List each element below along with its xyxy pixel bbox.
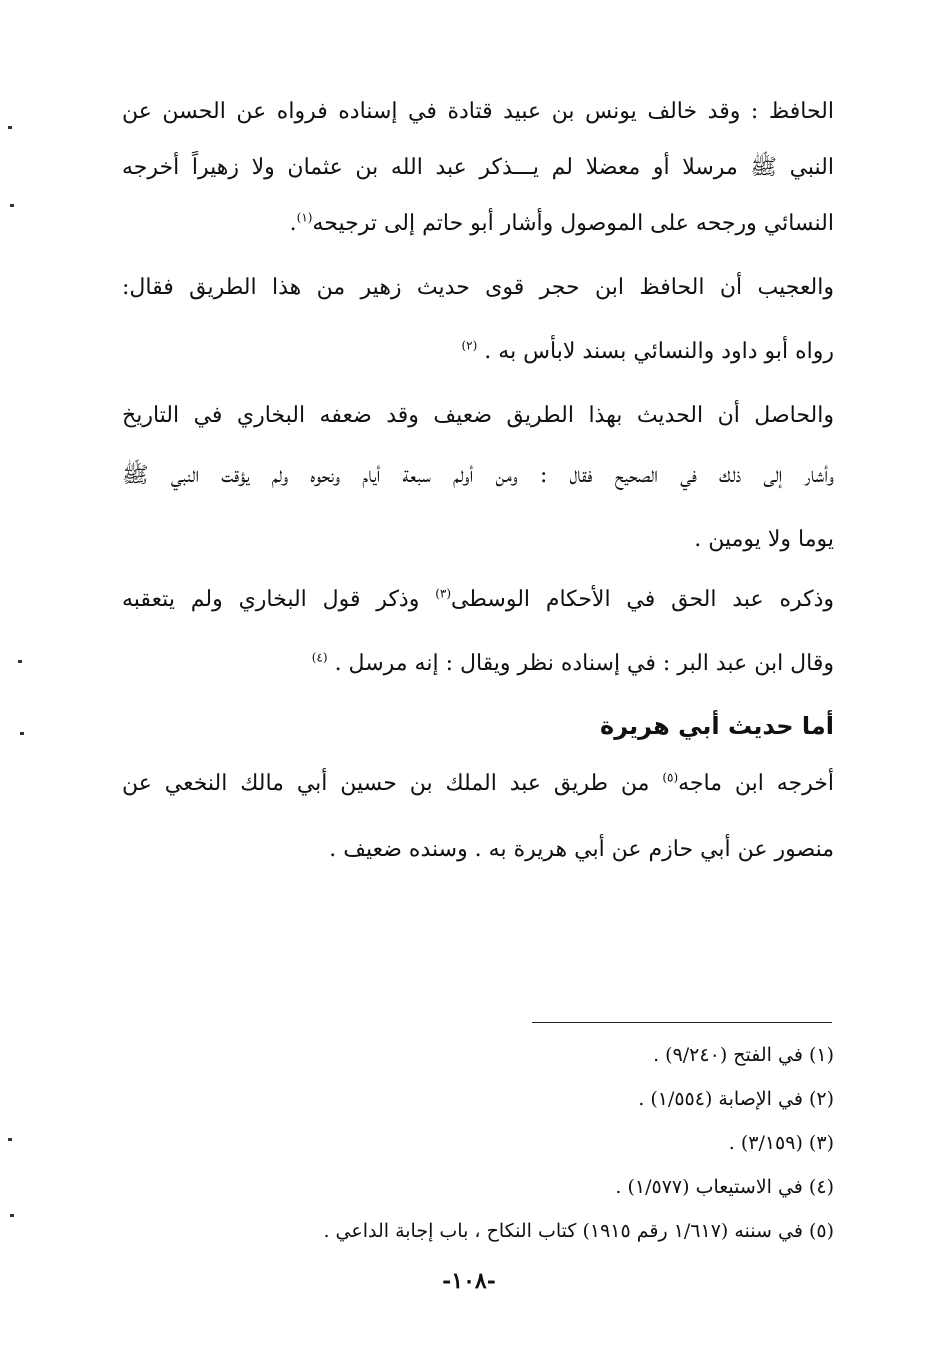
footnote-ref[interactable]: (٢) (461, 338, 478, 353)
footnote: (٣) (٣/١٥٩) . (728, 1132, 834, 1154)
footnote: (٢) في الإصابة (١/٥٥٤) . (638, 1088, 834, 1110)
body-line: الحافظ : وقد خالف يونس بن عبيد قتادة في إسناده فرواه عن الحسن عن (122, 99, 834, 124)
page-number: -١٠٨- (442, 1268, 496, 1294)
body-line: والحاصل أن الحديث بهذا الطريق ضعيف وقد ضعفه البخاري في التاريخ (122, 403, 834, 428)
body-text: . (289, 211, 297, 236)
body-line (122, 764, 834, 804)
scan-speck (20, 732, 24, 735)
footnote: (١) في الفتح (٩/٢٤٠) . (653, 1044, 834, 1066)
footnote-separator (532, 1022, 832, 1023)
footnote: (٥) في سننه (١/٦١٧ رقم ١٩١٥) كتاب النكاح ، باب إجابة الداعي . (323, 1220, 834, 1242)
footnote-ref[interactable]: (٣) (435, 586, 452, 601)
scan-speck (8, 126, 12, 129)
body-line (122, 204, 834, 244)
scan-speck (10, 204, 14, 207)
body-text: وذكر قول البخاري ولم يتعقبه (122, 587, 420, 612)
body-line: وأشار إلى ذلك في الصحيح فقال : ومن أولم سبعة أيام ونحوه ولم يؤقت النبي ﷺ (122, 463, 834, 488)
body-text: رواه أبو داود والنسائي بسند لابأس به . (484, 339, 834, 364)
footnote-ref[interactable]: (٥) (662, 770, 679, 785)
body-text: من طريق عبد الملك بن حسين أبي مالك النخعي عن (122, 771, 650, 796)
scan-speck (8, 1138, 12, 1141)
body-line: النبي ﷺ مرسلا أو معضلا لم يـــذكر عبد الله بن عثمان ولا زهيراً أخرجه (122, 155, 834, 180)
footnote-ref[interactable]: (١) (296, 210, 313, 225)
scan-speck (10, 1214, 14, 1217)
scan-speck (18, 660, 22, 663)
body-line (122, 580, 834, 620)
body-line (122, 644, 834, 684)
body-line (122, 332, 834, 372)
section-heading: أما حديث أبي هريرة (600, 712, 834, 740)
body-text: وذكره عبد الحق في الأحكام الوسطى (451, 587, 834, 612)
body-line: والعجيب أن الحافظ ابن حجر قوى حديث زهير من هذا الطريق فقال: (122, 275, 834, 300)
body-text: النسائي ورجحه على الموصول وأشار أبو حاتم إلى ترجيحه (312, 211, 834, 236)
body-line: يوما ولا يومين . (694, 527, 834, 552)
body-line: منصور عن أبي حازم عن أبي هريرة به . وسنده ضعيف . (329, 837, 834, 862)
footnote-ref[interactable]: (٤) (311, 650, 328, 665)
body-text: أخرجه ابن ماجه (678, 771, 834, 796)
body-text: وقال ابن عبد البر : في إسناده نظر ويقال : إنه مرسل . (334, 651, 834, 676)
footnote: (٤) في الاستيعاب (١/٥٧٧) . (615, 1176, 834, 1198)
